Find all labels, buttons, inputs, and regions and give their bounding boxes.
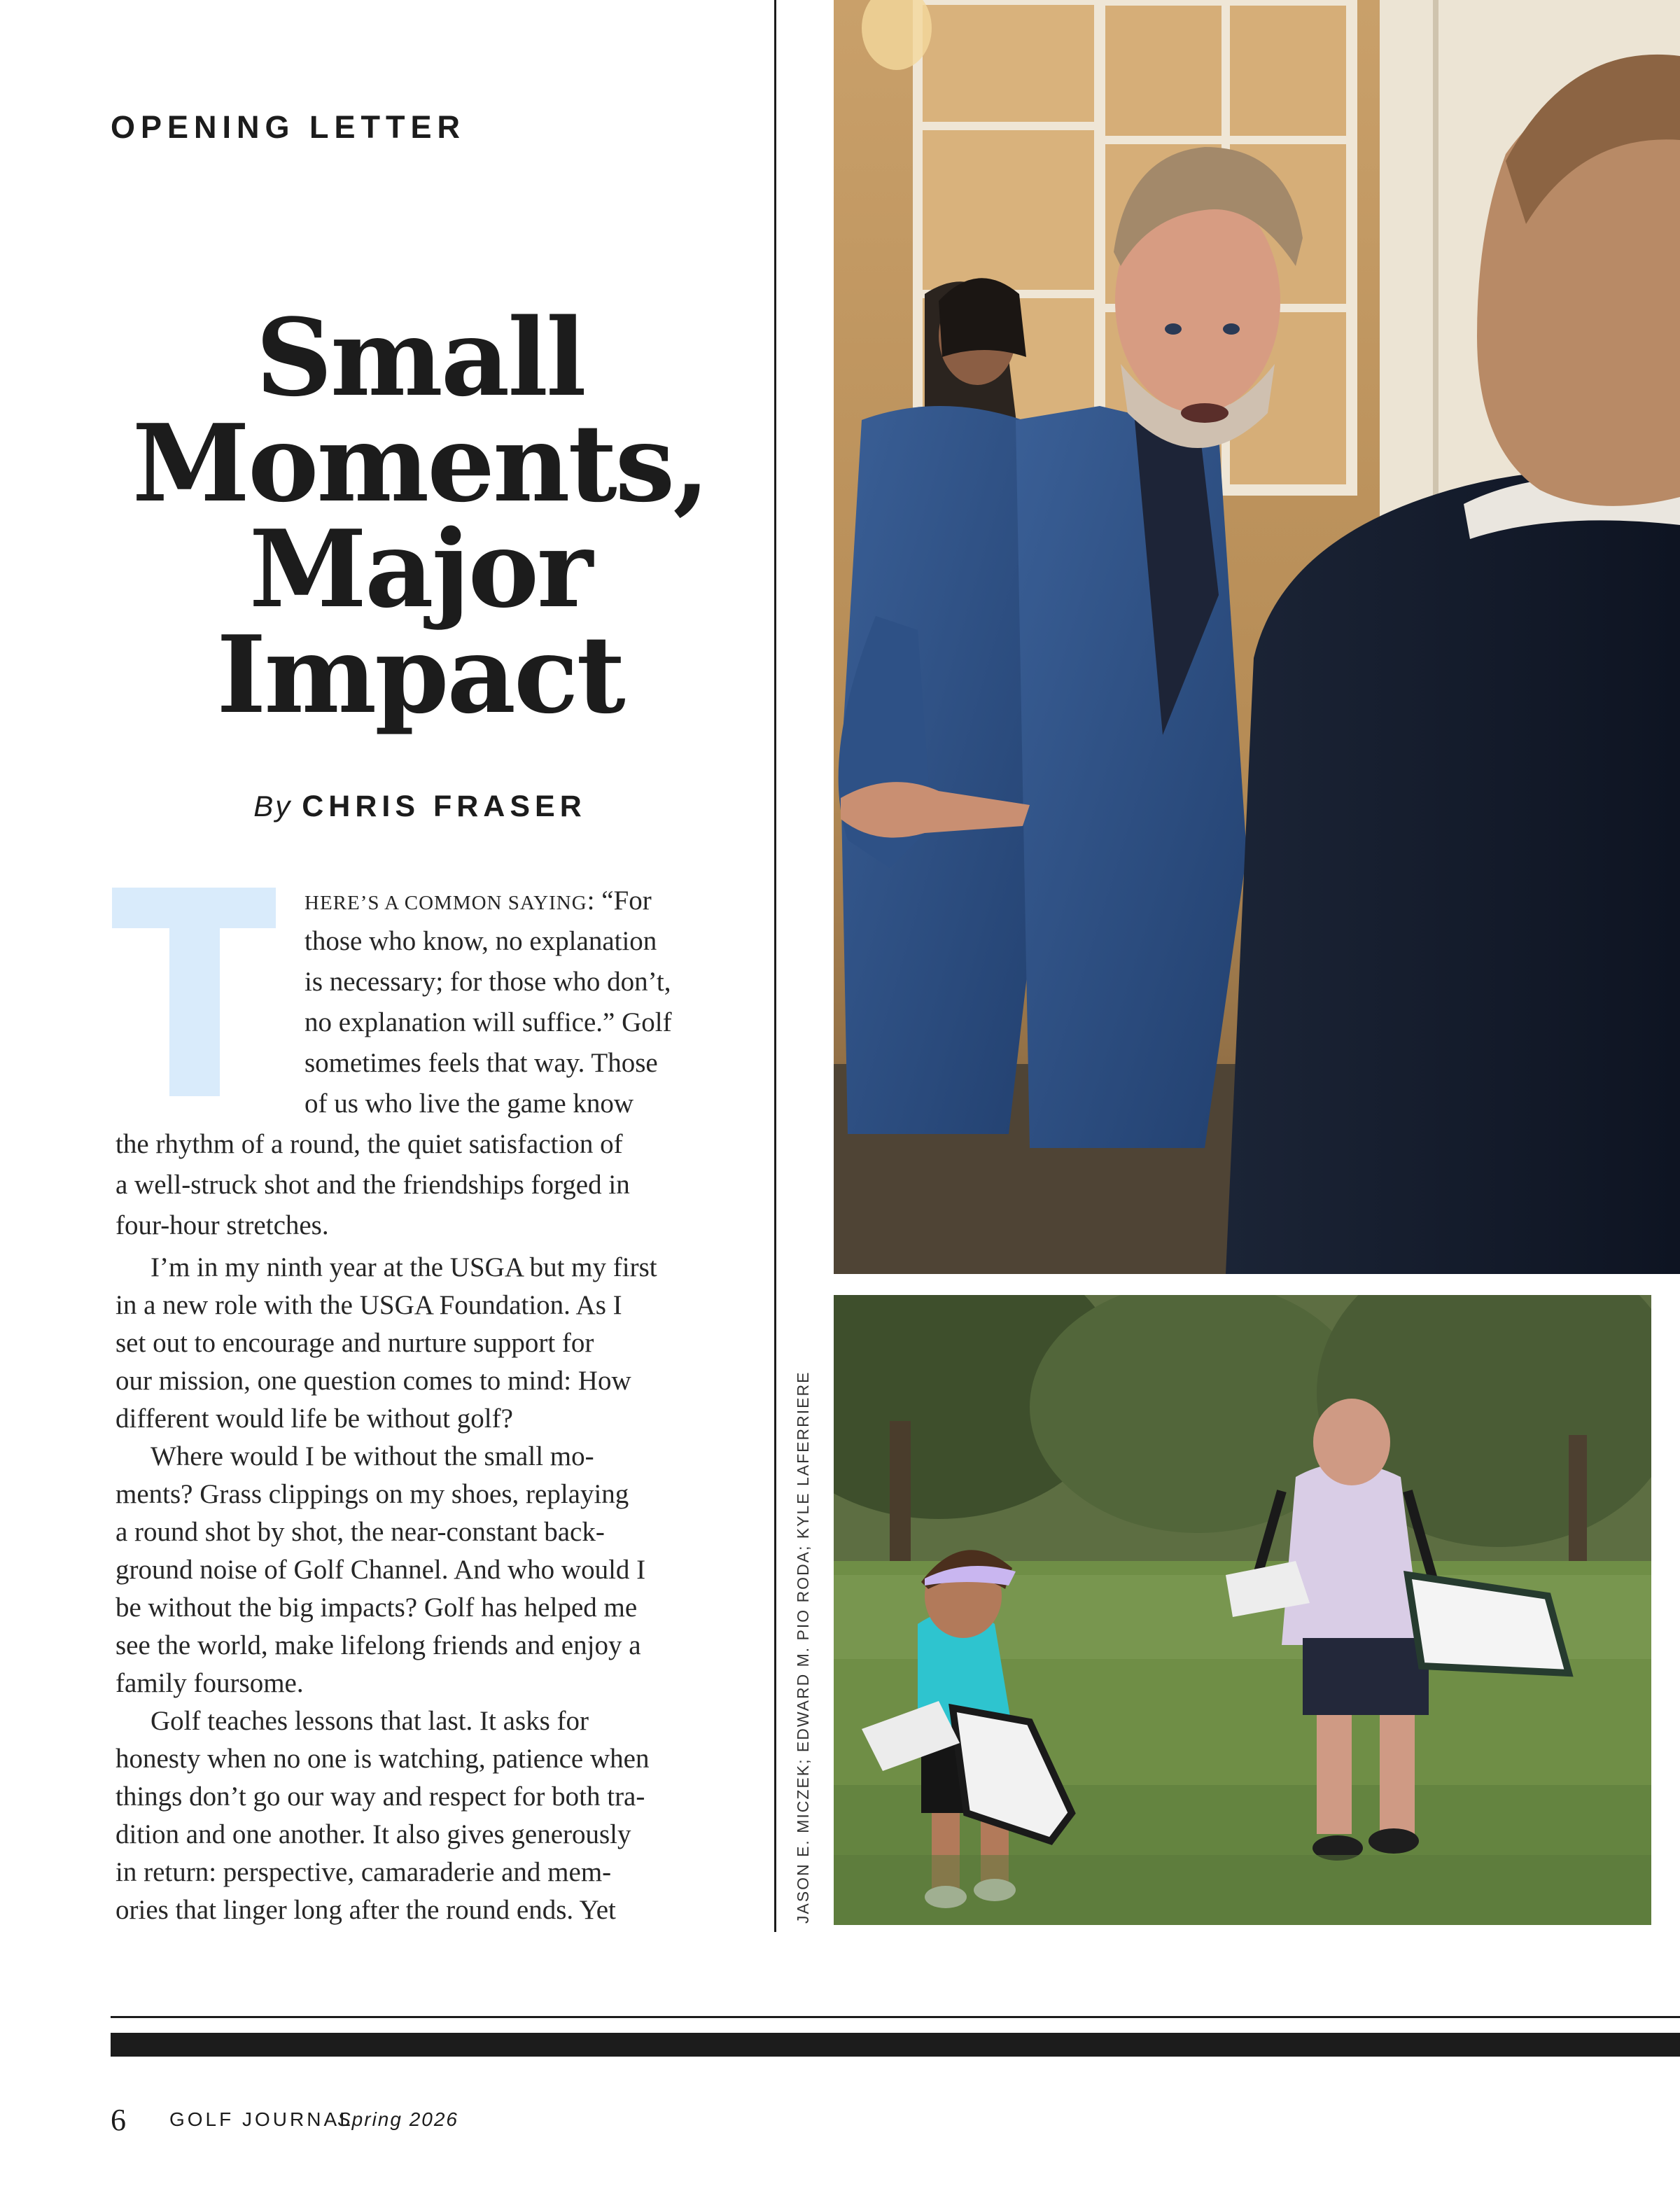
body-line: those who know, no explanation <box>304 926 657 956</box>
body-line <box>115 881 732 921</box>
body-line: ground noise of Golf Channel. And who would I <box>115 1555 646 1585</box>
photo-golfers-illustration <box>834 1295 1651 1925</box>
body-line: sometimes feels that way. Those <box>304 1048 658 1078</box>
body-line: is necessary; for those who don’t, <box>304 967 671 997</box>
issue-date: Spring 2026 <box>337 2108 459 2130</box>
body-line: Where would I be without the small mo- <box>150 1441 594 1471</box>
body-line: honesty when no one is watching, patience when <box>115 1744 650 1774</box>
body-paragraph-4 <box>115 1702 732 1929</box>
body-line: in a new role with the USGA Foundation. As I <box>115 1290 622 1320</box>
headline-line-4: Impact <box>216 612 624 737</box>
body-line: a well-struck shot and the friendships forged in <box>115 1170 630 1200</box>
body-paragraph-3 <box>115 1438 732 1702</box>
page-number: 6 <box>111 2103 126 2137</box>
photo-reception-illustration <box>834 0 1680 1274</box>
byline-prefix: By <box>253 790 293 822</box>
body-line: set out to encourage and nurture support for <box>115 1328 594 1358</box>
body-line-text: : “For <box>587 886 652 916</box>
footer-thin-rule <box>111 2016 1680 2018</box>
headline-line-3: Major <box>248 506 592 631</box>
photo-golfers-walking <box>834 1295 1651 1925</box>
body-line: different would life be without golf? <box>115 1404 513 1434</box>
body-line: our mission, one question comes to mind: How <box>115 1366 631 1396</box>
body-line: four-hour stretches. <box>115 1210 329 1240</box>
body-line: in return: perspective, camaraderie and mem- <box>115 1857 612 1887</box>
photo-reception-conversation <box>834 0 1680 1274</box>
publication-name: GOLF JOURNAL <box>169 2108 354 2130</box>
body-line: things don’t go our way and respect for both tra- <box>115 1782 645 1812</box>
section-kicker: OPENING LETTER <box>111 109 466 145</box>
body-line: ments? Grass clippings on my shoes, replaying <box>115 1479 629 1509</box>
body-line: I’m in my ninth year at the USGA but my first <box>150 1252 657 1282</box>
body-paragraph-1 <box>115 881 732 1246</box>
body-line: ories that linger long after the round ends. Yet <box>115 1895 616 1925</box>
body-line: be without the big impacts? Golf has helped me <box>115 1592 638 1623</box>
body-line: see the world, make lifelong friends and enjoy a <box>115 1630 641 1660</box>
body-line: the rhythm of a round, the quiet satisfaction of <box>115 1129 623 1159</box>
headline-line-2: Moments, <box>132 400 708 526</box>
body-line: of us who live the game know <box>304 1088 634 1119</box>
article-headline <box>105 295 735 737</box>
opening-small-caps: HERE’S A COMMON SAYING <box>304 892 587 914</box>
headline-line-1: Small <box>255 295 584 420</box>
byline-author: CHRIS FRASER <box>302 790 587 823</box>
column-divider <box>774 0 776 1932</box>
body-line: no explanation will suffice.” Golf <box>304 1007 672 1037</box>
body-line: dition and one another. It also gives generously <box>115 1819 631 1849</box>
photo-credit: JASON E. MICZEK; EDWARD M. PIO RODA; KYLE LAFERRIERE <box>794 1371 812 1924</box>
body-paragraph-2 <box>115 1249 732 1438</box>
body-line: a round shot by shot, the near-constant back- <box>115 1517 605 1547</box>
byline <box>105 790 735 824</box>
footer-thick-rule <box>111 2033 1680 2057</box>
body-line: family foursome. <box>115 1668 304 1698</box>
body-line: Golf teaches lessons that last. It asks for <box>150 1706 589 1736</box>
